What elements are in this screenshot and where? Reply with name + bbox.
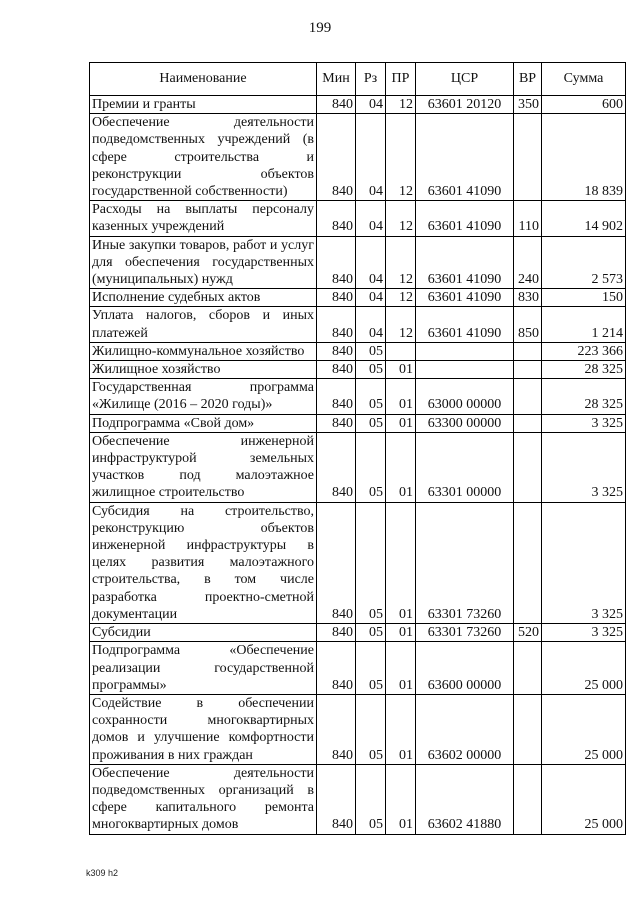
cell-sum: 223 366 bbox=[542, 342, 626, 360]
cell-pr: 12 bbox=[386, 114, 416, 201]
cell-min: 840 bbox=[317, 414, 356, 432]
cell-pr: 01 bbox=[386, 414, 416, 432]
table-row bbox=[90, 96, 626, 114]
table-row bbox=[90, 114, 626, 201]
cell-name: Премии и гранты bbox=[90, 96, 317, 114]
cell-min: 840 bbox=[317, 624, 356, 642]
table-header-row bbox=[90, 63, 626, 96]
cell-vr bbox=[514, 414, 542, 432]
cell-vr bbox=[514, 764, 542, 834]
cell-min: 840 bbox=[317, 764, 356, 834]
cell-sum: 3 325 bbox=[542, 432, 626, 502]
cell-csr: 63301 73260 bbox=[416, 502, 514, 623]
cell-vr bbox=[514, 642, 542, 695]
cell-rz: 04 bbox=[356, 289, 386, 307]
header-name: Наименование bbox=[90, 63, 317, 96]
cell-pr: 12 bbox=[386, 201, 416, 236]
cell-csr: 63600 00000 bbox=[416, 642, 514, 695]
header-min: Мин bbox=[317, 63, 356, 96]
budget-table bbox=[89, 62, 626, 835]
cell-vr: 850 bbox=[514, 307, 542, 342]
cell-name: Подпрограмма «Свой дом» bbox=[90, 414, 317, 432]
cell-name: Уплата налогов, сборов и иных платежей bbox=[90, 307, 317, 342]
cell-rz: 04 bbox=[356, 114, 386, 201]
cell-vr bbox=[514, 114, 542, 201]
table-row bbox=[90, 361, 626, 379]
cell-min: 840 bbox=[317, 307, 356, 342]
cell-min: 840 bbox=[317, 289, 356, 307]
cell-min: 840 bbox=[317, 379, 356, 414]
header-pr: ПР bbox=[386, 63, 416, 96]
page-number: 199 bbox=[308, 20, 332, 36]
cell-pr bbox=[386, 342, 416, 360]
table-row bbox=[90, 379, 626, 414]
cell-vr: 240 bbox=[514, 236, 542, 289]
cell-name: Жилищное хозяйство bbox=[90, 361, 317, 379]
cell-pr: 12 bbox=[386, 307, 416, 342]
cell-pr: 01 bbox=[386, 432, 416, 502]
cell-rz: 05 bbox=[356, 764, 386, 834]
cell-min: 840 bbox=[317, 201, 356, 236]
cell-sum: 3 325 bbox=[542, 414, 626, 432]
table-row bbox=[90, 764, 626, 834]
header-sum: Сумма bbox=[542, 63, 626, 96]
cell-name: Субсидия на строительство, реконструкцию объектов инженерной инфраструктуры в целях развития малоэтажного строительства, в том числе разработка проектно-сметной документации bbox=[90, 502, 317, 623]
table-row bbox=[90, 342, 626, 360]
table-row bbox=[90, 414, 626, 432]
cell-vr bbox=[514, 502, 542, 623]
cell-sum: 600 bbox=[542, 96, 626, 114]
cell-vr bbox=[514, 342, 542, 360]
cell-sum: 18 839 bbox=[542, 114, 626, 201]
cell-sum: 25 000 bbox=[542, 642, 626, 695]
table-row bbox=[90, 201, 626, 236]
cell-rz: 04 bbox=[356, 201, 386, 236]
table-row bbox=[90, 624, 626, 642]
footer-mark: k309 h2 bbox=[86, 868, 119, 878]
cell-name: Государственная программа «Жилище (2016 – 2020 годы)» bbox=[90, 379, 317, 414]
cell-csr bbox=[416, 342, 514, 360]
cell-sum: 25 000 bbox=[542, 764, 626, 834]
cell-min: 840 bbox=[317, 502, 356, 623]
cell-pr: 01 bbox=[386, 764, 416, 834]
cell-min: 840 bbox=[317, 642, 356, 695]
cell-name: Обеспечение деятельности подведомственных организаций в сфере капитального ремонта многоквартирных домов bbox=[90, 764, 317, 834]
cell-name: Обеспечение деятельности подведомственных учреждений (в сфере строительства и реконструкции объектов государственной собственности) bbox=[90, 114, 317, 201]
cell-csr: 63000 00000 bbox=[416, 379, 514, 414]
cell-rz: 04 bbox=[356, 236, 386, 289]
cell-csr: 63601 41090 bbox=[416, 289, 514, 307]
cell-sum: 14 902 bbox=[542, 201, 626, 236]
cell-vr bbox=[514, 432, 542, 502]
cell-vr bbox=[514, 361, 542, 379]
cell-csr: 63300 00000 bbox=[416, 414, 514, 432]
cell-csr: 63602 41880 bbox=[416, 764, 514, 834]
table-row bbox=[90, 502, 626, 623]
cell-vr: 830 bbox=[514, 289, 542, 307]
cell-pr: 01 bbox=[386, 379, 416, 414]
cell-rz: 05 bbox=[356, 342, 386, 360]
cell-sum: 150 bbox=[542, 289, 626, 307]
cell-vr: 350 bbox=[514, 96, 542, 114]
cell-pr: 01 bbox=[386, 502, 416, 623]
cell-rz: 05 bbox=[356, 502, 386, 623]
cell-csr: 63601 41090 bbox=[416, 114, 514, 201]
cell-sum: 2 573 bbox=[542, 236, 626, 289]
cell-rz: 05 bbox=[356, 624, 386, 642]
header-rz: Рз bbox=[356, 63, 386, 96]
cell-pr: 12 bbox=[386, 236, 416, 289]
cell-csr: 63601 41090 bbox=[416, 236, 514, 289]
cell-name: Подпрограмма «Обеспечение реализации государственной программы» bbox=[90, 642, 317, 695]
cell-min: 840 bbox=[317, 694, 356, 764]
cell-pr: 01 bbox=[386, 361, 416, 379]
cell-pr: 01 bbox=[386, 694, 416, 764]
cell-rz: 05 bbox=[356, 361, 386, 379]
cell-name: Расходы на выплаты персоналу казенных учреждений bbox=[90, 201, 317, 236]
cell-vr bbox=[514, 379, 542, 414]
cell-rz: 05 bbox=[356, 432, 386, 502]
cell-name: Жилищно-коммунальное хозяйство bbox=[90, 342, 317, 360]
cell-csr bbox=[416, 361, 514, 379]
cell-csr: 63602 00000 bbox=[416, 694, 514, 764]
table-row bbox=[90, 694, 626, 764]
cell-rz: 05 bbox=[356, 379, 386, 414]
header-csr: ЦСР bbox=[416, 63, 514, 96]
table-row bbox=[90, 236, 626, 289]
cell-name: Субсидии bbox=[90, 624, 317, 642]
cell-pr: 01 bbox=[386, 642, 416, 695]
cell-rz: 05 bbox=[356, 642, 386, 695]
cell-min: 840 bbox=[317, 342, 356, 360]
table-row bbox=[90, 307, 626, 342]
cell-rz: 05 bbox=[356, 694, 386, 764]
cell-min: 840 bbox=[317, 96, 356, 114]
cell-csr: 63301 73260 bbox=[416, 624, 514, 642]
cell-vr bbox=[514, 694, 542, 764]
cell-name: Иные закупки товаров, работ и услуг для обеспечения государственных (муниципальных) нужд bbox=[90, 236, 317, 289]
cell-sum: 3 325 bbox=[542, 624, 626, 642]
cell-csr: 63601 41090 bbox=[416, 307, 514, 342]
cell-min: 840 bbox=[317, 114, 356, 201]
cell-vr: 520 bbox=[514, 624, 542, 642]
cell-pr: 12 bbox=[386, 289, 416, 307]
cell-csr: 63601 41090 bbox=[416, 201, 514, 236]
cell-csr: 63601 20120 bbox=[416, 96, 514, 114]
cell-name: Обеспечение инженерной инфраструктурой земельных участков под малоэтажное жилищное строительство bbox=[90, 432, 317, 502]
cell-name: Содействие в обеспечении сохранности многоквартирных домов и улучшение комфортности проживания в них граждан bbox=[90, 694, 317, 764]
cell-sum: 28 325 bbox=[542, 361, 626, 379]
cell-min: 840 bbox=[317, 236, 356, 289]
cell-sum: 1 214 bbox=[542, 307, 626, 342]
cell-sum: 25 000 bbox=[542, 694, 626, 764]
cell-min: 840 bbox=[317, 432, 356, 502]
cell-rz: 04 bbox=[356, 96, 386, 114]
cell-rz: 04 bbox=[356, 307, 386, 342]
header-vr: ВР bbox=[514, 63, 542, 96]
table-row bbox=[90, 642, 626, 695]
cell-min: 840 bbox=[317, 361, 356, 379]
cell-sum: 3 325 bbox=[542, 502, 626, 623]
table-row bbox=[90, 432, 626, 502]
cell-pr: 12 bbox=[386, 96, 416, 114]
cell-pr: 01 bbox=[386, 624, 416, 642]
cell-name: Исполнение судебных актов bbox=[90, 289, 317, 307]
cell-csr: 63301 00000 bbox=[416, 432, 514, 502]
cell-vr: 110 bbox=[514, 201, 542, 236]
table-row bbox=[90, 289, 626, 307]
cell-sum: 28 325 bbox=[542, 379, 626, 414]
cell-rz: 05 bbox=[356, 414, 386, 432]
